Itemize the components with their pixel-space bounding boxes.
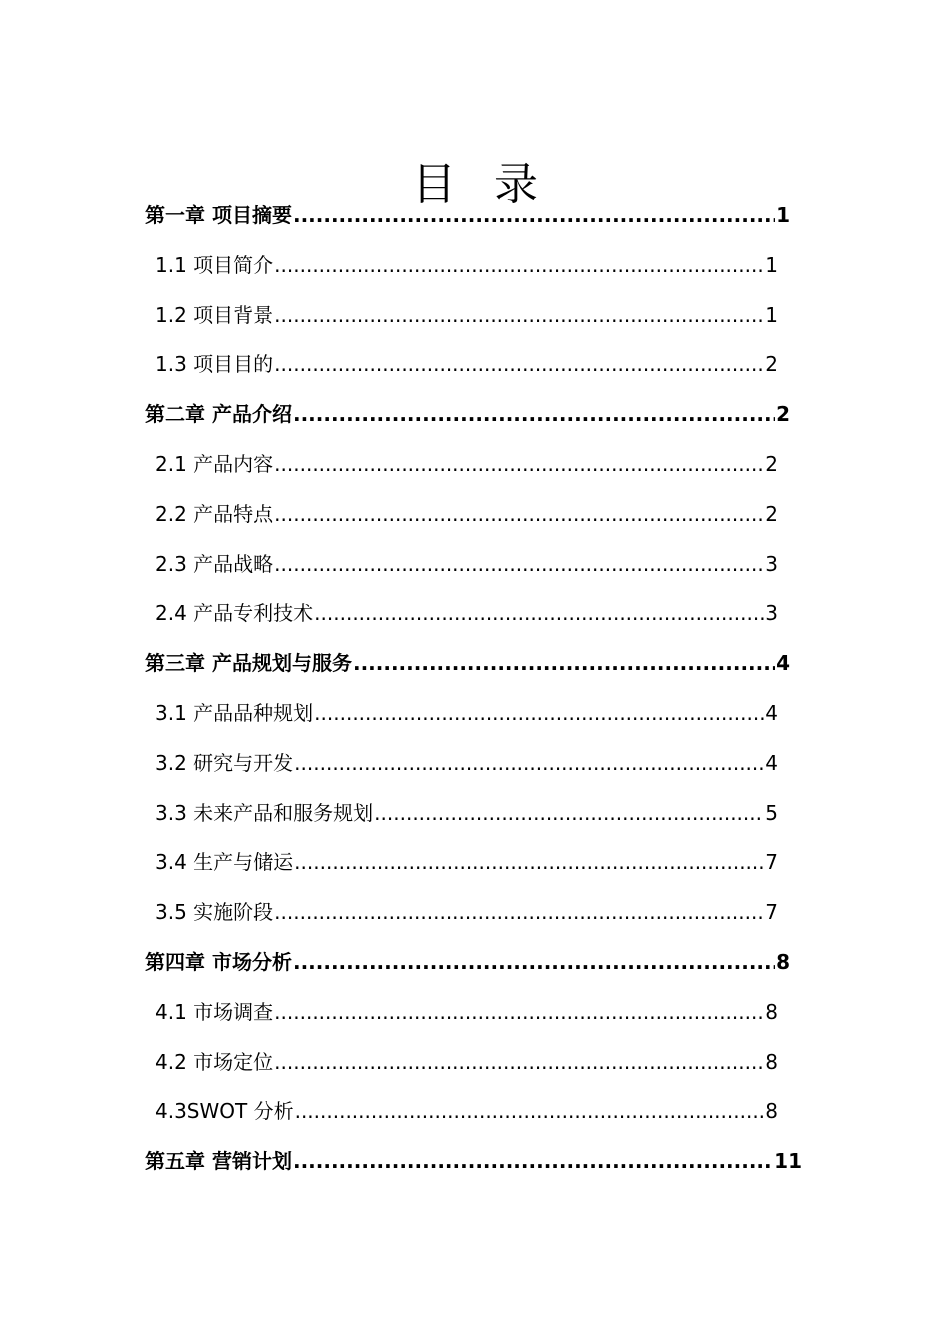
toc-dot-leader (374, 791, 764, 835)
toc-entry-section[interactable] (0, 791, 778, 841)
toc-dot-leader (274, 442, 764, 486)
toc-dot-leader (274, 990, 764, 1034)
toc-dot-leader (293, 392, 775, 436)
toc-entry-label: 第五章 营销计划 (145, 1149, 292, 1174)
toc-entry-section[interactable] (0, 741, 778, 791)
toc-entry-chapter[interactable] (0, 392, 790, 442)
toc-page-number: 7 (765, 850, 778, 875)
toc-page-number: 2 (765, 501, 778, 526)
toc-entry-section[interactable] (0, 840, 778, 890)
toc-entry-section[interactable] (0, 591, 778, 641)
toc-entry-label: 2.2 产品特点 (155, 501, 274, 526)
toc-entry-label: 4.2 市场定位 (155, 1049, 274, 1074)
toc-entry-label: 1.2 项目背景 (155, 302, 274, 327)
toc-title: 目 录 (412, 159, 550, 211)
toc-entry-section[interactable] (0, 542, 778, 592)
toc-entry-label: 3.3 未来产品和服务规划 (155, 800, 374, 825)
toc-dot-leader (293, 1139, 773, 1183)
table-of-contents (0, 193, 950, 1189)
toc-page-number: 8 (765, 999, 778, 1024)
toc-entry-label: 1.3 项目目的 (155, 352, 274, 377)
toc-dot-leader (274, 243, 764, 287)
toc-entry-label: 2.3 产品战略 (155, 551, 274, 576)
toc-entry-label: 3.2 研究与开发 (155, 750, 294, 775)
toc-entry-section[interactable] (0, 990, 778, 1040)
toc-entry-section[interactable] (0, 890, 778, 940)
toc-page-number: 7 (765, 900, 778, 925)
toc-dot-leader (274, 542, 764, 586)
toc-page-number: 8 (776, 949, 790, 974)
toc-entry-chapter[interactable] (0, 193, 790, 243)
toc-entry-chapter[interactable] (0, 641, 790, 691)
toc-dot-leader (314, 591, 764, 635)
toc-entry-label: 1.1 项目简介 (155, 252, 274, 277)
toc-entry-label: 4.3SWOT 分析 (155, 1099, 294, 1124)
toc-entry-section[interactable] (0, 342, 778, 392)
toc-page-number: 4 (776, 651, 790, 676)
toc-entry-section[interactable] (0, 243, 778, 293)
toc-entry-label: 3.5 实施阶段 (155, 900, 274, 925)
toc-page-number: 3 (765, 551, 778, 576)
toc-dot-leader (274, 1040, 764, 1084)
toc-page-number: 1 (765, 302, 778, 327)
toc-page-number: 8 (765, 1099, 778, 1124)
toc-dot-leader (274, 890, 764, 934)
toc-entry-section[interactable] (0, 1040, 778, 1090)
toc-entry-label: 3.4 生产与储运 (155, 850, 294, 875)
toc-page-number: 3 (765, 601, 778, 626)
toc-dot-leader (294, 840, 764, 884)
toc-entry-section[interactable] (0, 691, 778, 741)
toc-entry-label: 第一章 项目摘要 (145, 203, 292, 227)
toc-dot-leader (293, 940, 775, 984)
toc-page-number: 4 (765, 700, 778, 725)
toc-dot-leader (353, 641, 775, 685)
toc-entry-label: 第三章 产品规划与服务 (145, 651, 352, 676)
toc-page-number: 1 (765, 252, 778, 277)
toc-entry-chapter[interactable] (0, 940, 790, 990)
toc-entry-label: 第二章 产品介绍 (145, 402, 292, 427)
toc-page-number: 2 (765, 451, 778, 476)
toc-page-number: 1 (776, 203, 790, 227)
toc-entry-label: 第四章 市场分析 (145, 949, 292, 974)
toc-page-number: 8 (765, 1049, 778, 1074)
toc-entry-section[interactable] (0, 492, 778, 542)
toc-entry-section[interactable] (0, 293, 778, 343)
toc-page-number: 11 (774, 1149, 802, 1174)
toc-dot-leader (293, 193, 775, 237)
toc-page-number: 2 (765, 352, 778, 377)
toc-entry-label: 2.4 产品专利技术 (155, 601, 314, 626)
toc-dot-leader (274, 293, 764, 337)
toc-page-number: 2 (776, 402, 790, 427)
toc-dot-leader (294, 741, 764, 785)
toc-entry-label: 2.1 产品内容 (155, 451, 274, 476)
toc-entry-chapter[interactable] (0, 1139, 802, 1189)
toc-entry-section[interactable] (0, 442, 778, 492)
toc-page-number: 5 (765, 800, 778, 825)
toc-dot-leader (274, 342, 764, 386)
toc-dot-leader (314, 691, 764, 735)
toc-page-number: 4 (765, 750, 778, 775)
toc-entry-label: 3.1 产品品种规划 (155, 700, 314, 725)
toc-dot-leader (295, 1089, 765, 1133)
toc-dot-leader (274, 492, 764, 536)
toc-entry-section[interactable] (0, 1089, 778, 1139)
toc-entry-label: 4.1 市场调查 (155, 999, 274, 1024)
